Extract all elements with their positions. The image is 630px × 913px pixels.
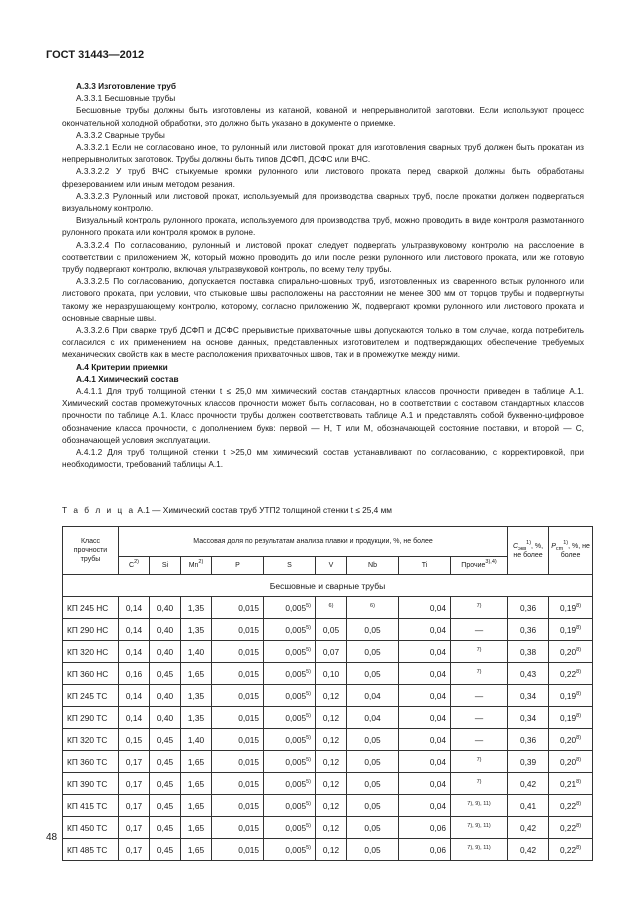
cell-p: 0,015: [212, 795, 264, 817]
table-section-row: Бесшовные и сварные трубы: [63, 575, 593, 597]
cell-ti: 0,04: [399, 773, 451, 795]
cell-s: 0,005$^{5)}$: [264, 685, 316, 707]
cell-mn: 1,65: [181, 795, 212, 817]
cell-mn: 1,65: [181, 773, 212, 795]
paragraph: Бесшовные трубы должны быть изготовлены из катаной, кованой и непрерывнолитой заготовки. Если используют процесс окончательной холодной обработки, это должно быть указано в документе о приемке.: [62, 105, 584, 128]
cell-nb: 0,05: [347, 619, 399, 641]
table-caption-text: А.1 — Химический состав труб УТП2 толщиной стенки t ≤ 25,4 мм: [137, 505, 392, 515]
cell-cls: КП 450 ТС: [63, 817, 119, 839]
cell-ce: 0,38: [508, 641, 549, 663]
cell-ce: 0,39: [508, 751, 549, 773]
cell-cls: КП 320 ТС: [63, 729, 119, 751]
cell-si: 0,40: [150, 619, 181, 641]
cell-other: 7): [451, 641, 508, 663]
cell-s: 0,005$^{5)}$: [264, 597, 316, 619]
cell-ti: 0,04: [399, 641, 451, 663]
col-header-v: V: [316, 557, 347, 575]
cell-v: 0,12: [316, 751, 347, 773]
cell-v: 0,05: [316, 619, 347, 641]
cell-cls: КП 360 ТС: [63, 751, 119, 773]
cell-nb: 0,05: [347, 773, 399, 795]
cell-v: 0,10: [316, 663, 347, 685]
cell-nb: 0,04: [347, 707, 399, 729]
cell-si: 0,45: [150, 795, 181, 817]
cell-pcm: 0,22$^{8)}$: [549, 839, 593, 861]
cell-c: 0,15: [119, 729, 150, 751]
cell-si: 0,45: [150, 839, 181, 861]
cell-ce: 0,36: [508, 619, 549, 641]
cell-s: 0,005$^{5)}$: [264, 641, 316, 663]
cell-mn: 1,65: [181, 839, 212, 861]
table-row: [63, 817, 593, 839]
cell-c: 0,14: [119, 707, 150, 729]
cell-p: 0,015: [212, 729, 264, 751]
cell-other: 7), 9), 11): [451, 795, 508, 817]
paragraph: А.3.3.2 Сварные трубы: [76, 129, 165, 140]
col-header-ceiiw: $C_{экв}^{1)}$, %, не более: [508, 527, 549, 575]
cell-other: 7): [451, 663, 508, 685]
paragraph: А.3.3.2.4 По согласованию, рулонный и листовой прокат следует подвергать ультразвуковому контролю на расслоение в соответствии с приложением Ж, который можно проводить до или после резки рулонного или листового проката, или же готовую трубу подвергают контролю, включая ультразвуковой контроль, по всему телу трубы.: [62, 239, 584, 275]
col-header-other: Прочие$^{3),4)}$: [451, 557, 508, 575]
cell-v: 0,07: [316, 641, 347, 663]
cell-si: 0,40: [150, 597, 181, 619]
cell-ti: 0,04: [399, 795, 451, 817]
cell-p: 0,015: [212, 685, 264, 707]
cell-other: 7), 9), 11): [451, 817, 508, 839]
cell-p: 0,015: [212, 817, 264, 839]
paragraph: А.3.3.2.2 У труб ВЧС стыкуемые кромки рулонного или листового проката перед сваркой должны быть обработаны фрезерованием или иным методом резания.: [62, 166, 584, 189]
col-header-ti: Ti: [399, 557, 451, 575]
cell-mn: 1,35: [181, 707, 212, 729]
col-header-s: S: [264, 557, 316, 575]
cell-ti: 0,06: [399, 817, 451, 839]
cell-ce: 0,36: [508, 597, 549, 619]
document-header: ГОСТ 31443—2012: [46, 49, 145, 61]
cell-c: 0,14: [119, 685, 150, 707]
table-row: [63, 641, 593, 663]
cell-mn: 1,65: [181, 817, 212, 839]
paragraph: А.3.3.2.3 Рулонный или листовой прокат, используемый для производства сварных труб, после прокатки должен подвергаться визуальному контролю.: [62, 190, 584, 214]
cell-si: 0,45: [150, 817, 181, 839]
paragraph: А.3.3.1 Бесшовные трубы: [76, 93, 176, 104]
cell-c: 0,17: [119, 839, 150, 861]
cell-v: 0,12: [316, 817, 347, 839]
cell-v: 0,12: [316, 795, 347, 817]
paragraph: А.3.3.2.5 По согласованию, допускается поставка спирально-шовных труб, изготовленных из сваренного встык рулонного или листового проката, при условии, что стыковые швы расположены на расстоянии не менее 300 мм от торцов трубы и подвергнуты такому же неразрушающему контролю, которому, согласно приложению Ж, подвергают кромки рулонного или листового проката и основные сварные швы.: [62, 276, 584, 323]
cell-cls: КП 290 НС: [63, 619, 119, 641]
cell-ce: 0,42: [508, 839, 549, 861]
table-row: [63, 597, 593, 619]
table-caption: [62, 505, 392, 515]
cell-si: 0,45: [150, 751, 181, 773]
cell-mn: 1,40: [181, 729, 212, 751]
col-header-mn: Mn$^{2)}$: [181, 557, 212, 575]
paragraph: А.4.1 Химический состав: [76, 373, 179, 384]
table-row: [63, 773, 593, 795]
cell-pcm: 0,20$^{8)}$: [549, 729, 593, 751]
cell-s: 0,005$^{5)}$: [264, 729, 316, 751]
cell-nb: 0,05: [347, 817, 399, 839]
cell-s: 0,005$^{5)}$: [264, 619, 316, 641]
cell-p: 0,015: [212, 707, 264, 729]
cell-pcm: 0,20$^{8)}$: [549, 641, 593, 663]
paragraph: Визуальный контроль рулонного проката, используемого для производства труб, можно проводить в виде контроля размотанного рулонного проката или контроля кромок в рулоне.: [62, 215, 584, 238]
table-row: [63, 707, 593, 729]
col-header-c: $C^{2)}$: [119, 557, 150, 575]
cell-s: 0,005$^{5)}$: [264, 839, 316, 861]
cell-other: —: [451, 729, 508, 751]
cell-si: 0,45: [150, 773, 181, 795]
table-row: [63, 839, 593, 861]
cell-other: 7): [451, 773, 508, 795]
cell-p: 0,015: [212, 751, 264, 773]
cell-c: 0,17: [119, 817, 150, 839]
cell-p: 0,015: [212, 773, 264, 795]
cell-c: 0,17: [119, 751, 150, 773]
cell-other: —: [451, 685, 508, 707]
col-header-si: Si: [150, 557, 181, 575]
cell-s: 0,005$^{5)}$: [264, 773, 316, 795]
cell-si: 0,40: [150, 707, 181, 729]
cell-v: 0,12: [316, 729, 347, 751]
cell-pcm: 0,22$^{8)}$: [549, 817, 593, 839]
cell-other: 7), 9), 11): [451, 839, 508, 861]
cell-ce: 0,36: [508, 729, 549, 751]
cell-s: 0,005$^{5)}$: [264, 707, 316, 729]
cell-mn: 1,35: [181, 619, 212, 641]
table-row: [63, 663, 593, 685]
cell-other: —: [451, 619, 508, 641]
cell-p: 0,015: [212, 597, 264, 619]
cell-cls: КП 290 ТС: [63, 707, 119, 729]
table-row: [63, 729, 593, 751]
page-number: 48: [46, 832, 58, 843]
cell-ti: 0,04: [399, 597, 451, 619]
cell-c: 0,17: [119, 795, 150, 817]
cell-mn: 1,40: [181, 641, 212, 663]
cell-si: 0,45: [150, 663, 181, 685]
cell-p: 0,015: [212, 619, 264, 641]
col-header-mass-fraction: Массовая доля по результатам анализа плавки и продукции, %, не более: [119, 527, 508, 557]
cell-other: 7): [451, 597, 508, 619]
cell-p: 0,015: [212, 641, 264, 663]
cell-cls: КП 390 ТС: [63, 773, 119, 795]
cell-ce: 0,41: [508, 795, 549, 817]
paragraph: А.4.1.2 Для труб толщиной стенки t >25,0 мм химический состав устанавливают по согласованию, с корректировкой, при необходимости, требований таблицы А.1.: [62, 447, 584, 470]
cell-s: 0,005$^{5)}$: [264, 751, 316, 773]
cell-c: 0,16: [119, 663, 150, 685]
cell-si: 0,40: [150, 685, 181, 707]
cell-mn: 1,65: [181, 751, 212, 773]
cell-mn: 1,35: [181, 685, 212, 707]
body-text: [62, 80, 584, 471]
cell-v: 0,12: [316, 685, 347, 707]
cell-si: 0,45: [150, 729, 181, 751]
paragraph: А.4 Критерии приемки: [76, 361, 168, 372]
cell-pcm: 0,19$^{8)}$: [549, 597, 593, 619]
table-row: [63, 619, 593, 641]
cell-v: 6): [316, 597, 347, 619]
cell-c: 0,14: [119, 641, 150, 663]
paragraph: А.4.1.1 Для труб толщиной стенки t ≤ 25,0 мм химический состав стандартных классов прочности приведен в таблице А.1. Химический состав промежуточных классов прочности может быть согласован, но в соответствии с составом стандартных классов прочности по таблице А.1. Класс прочности трубы должен соответствовать таблице А.1 и представлять собой буквенно-цифровое обозначение класса прочности, с дополнением букв: первой — Н, Т или М, обозначающей состояние поставки, и второй — С, обозначающей условия эксплуатации.: [62, 386, 584, 445]
cell-ti: 0,04: [399, 685, 451, 707]
cell-cls: КП 245 НС: [63, 597, 119, 619]
col-header-class: Класс прочности трубы: [63, 527, 119, 575]
cell-v: 0,12: [316, 707, 347, 729]
cell-ti: 0,04: [399, 729, 451, 751]
cell-nb: 6): [347, 597, 399, 619]
cell-c: 0,17: [119, 773, 150, 795]
cell-pcm: 0,19$^{8)}$: [549, 619, 593, 641]
cell-pcm: 0,20$^{8)}$: [549, 751, 593, 773]
chemical-composition-table: [62, 526, 593, 861]
col-header-p: P: [212, 557, 264, 575]
cell-nb: 0,05: [347, 795, 399, 817]
table-caption-prefix: Т а б л и ц а: [62, 505, 136, 515]
cell-nb: 0,05: [347, 663, 399, 685]
cell-ti: 0,04: [399, 619, 451, 641]
table-row: [63, 795, 593, 817]
paragraph: А.3.3 Изготовление труб: [76, 81, 177, 91]
cell-cls: КП 415 ТС: [63, 795, 119, 817]
cell-c: 0,14: [119, 597, 150, 619]
cell-nb: 0,05: [347, 839, 399, 861]
cell-ti: 0,04: [399, 751, 451, 773]
cell-pcm: 0,19$^{8)}$: [549, 707, 593, 729]
cell-mn: 1,35: [181, 597, 212, 619]
cell-p: 0,015: [212, 663, 264, 685]
cell-s: 0,005$^{5)}$: [264, 795, 316, 817]
paragraph: А.3.3.2.1 Если не согласовано иное, то рулонный или листовой прокат для изготовления сварных труб должен быть прокатан из непрерывнолитых заготовок. Трубы должны быть типов ДСФП, ДСФС или ВЧС.: [62, 142, 584, 165]
col-header-pcm: $P_{cm}^{1)}$, %, не более: [549, 527, 593, 575]
paragraph: А.3.3.2.6 При сварке труб ДСФП и ДСФС прерывистые прихваточные швы допускаются только в том случае, когда потребитель согласился с их применением на основе данных, представленных изготовителем и подтверждающих обеспечение требуемых механических свойств как в месте расположения прихваточных швов, так и в промежутке между ними.: [62, 325, 584, 360]
cell-nb: 0,05: [347, 729, 399, 751]
cell-cls: КП 320 НС: [63, 641, 119, 663]
cell-p: 0,015: [212, 839, 264, 861]
cell-pcm: 0,22$^{8)}$: [549, 663, 593, 685]
table-row: [63, 685, 593, 707]
cell-s: 0,005$^{5)}$: [264, 663, 316, 685]
cell-mn: 1,65: [181, 663, 212, 685]
cell-other: 7): [451, 751, 508, 773]
cell-ce: 0,42: [508, 817, 549, 839]
cell-nb: 0,04: [347, 685, 399, 707]
table-row: [63, 751, 593, 773]
cell-ti: 0,04: [399, 707, 451, 729]
cell-s: 0,005$^{5)}$: [264, 817, 316, 839]
cell-ce: 0,34: [508, 707, 549, 729]
cell-ce: 0,43: [508, 663, 549, 685]
cell-ti: 0,04: [399, 663, 451, 685]
col-header-nb: Nb: [347, 557, 399, 575]
cell-v: 0,12: [316, 773, 347, 795]
cell-pcm: 0,22$^{8)}$: [549, 795, 593, 817]
cell-v: 0,12: [316, 839, 347, 861]
cell-nb: 0,05: [347, 751, 399, 773]
cell-cls: КП 245 ТС: [63, 685, 119, 707]
cell-pcm: 0,21$^{8)}$: [549, 773, 593, 795]
cell-nb: 0,05: [347, 641, 399, 663]
cell-cls: КП 485 ТС: [63, 839, 119, 861]
cell-other: —: [451, 707, 508, 729]
cell-ce: 0,34: [508, 685, 549, 707]
cell-cls: КП 360 НС: [63, 663, 119, 685]
cell-c: 0,14: [119, 619, 150, 641]
cell-ce: 0,42: [508, 773, 549, 795]
cell-si: 0,40: [150, 641, 181, 663]
cell-ti: 0,06: [399, 839, 451, 861]
cell-pcm: 0,19$^{8)}$: [549, 685, 593, 707]
